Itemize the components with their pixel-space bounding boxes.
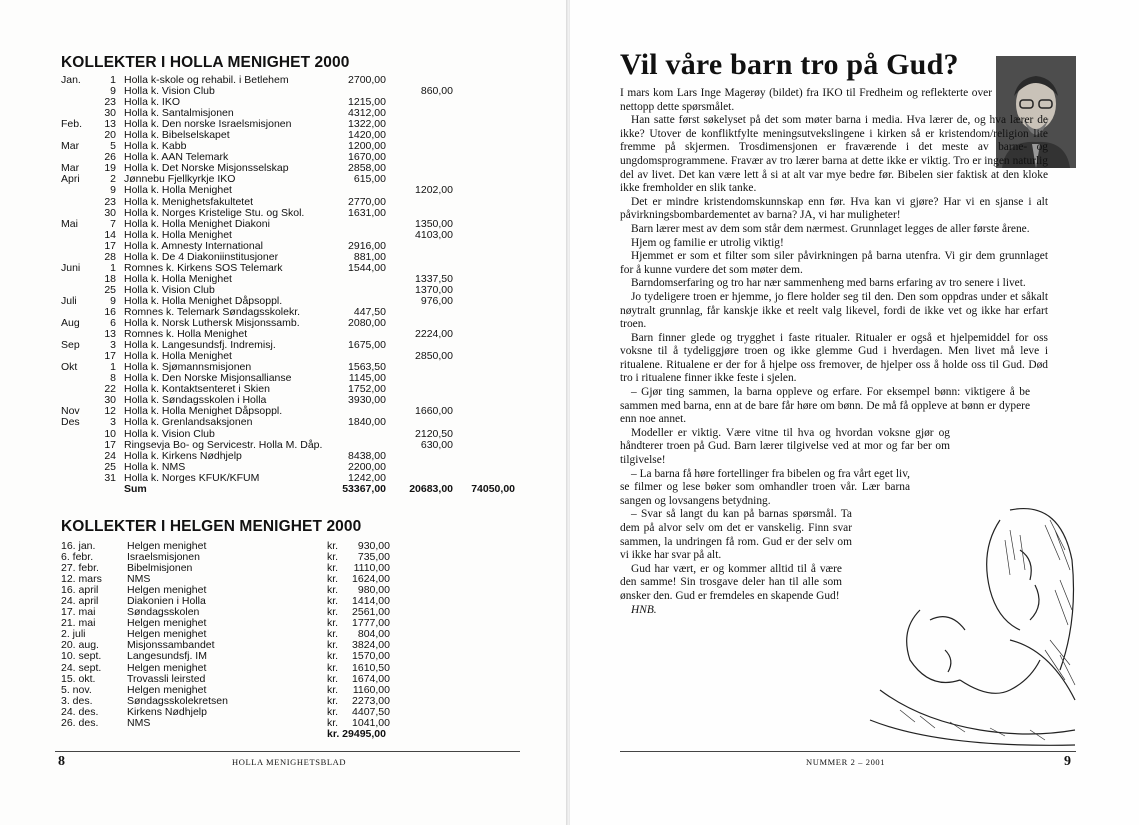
day-cell: 25 xyxy=(104,460,116,473)
congregation-amount-cell: 1660,00 xyxy=(415,405,453,418)
currency-cell: kr. xyxy=(327,595,339,608)
sum-amount-b: 20683,00 xyxy=(409,482,453,495)
table-row xyxy=(61,685,401,696)
currency-cell: kr. xyxy=(327,606,339,619)
month-cell: Jan. xyxy=(61,74,81,86)
amount-cell: 1145,00 xyxy=(348,372,386,385)
description-cell: Romnes k. Holla Menighet xyxy=(124,328,248,341)
table-row xyxy=(61,197,521,208)
day-cell: 5 xyxy=(110,140,116,153)
currency-cell: kr. xyxy=(327,705,339,718)
currency-cell: kr. xyxy=(327,540,339,552)
amount-cell: 1610,50 xyxy=(352,661,390,674)
description-cell: Langesundsfj. IM xyxy=(127,650,207,663)
total-row xyxy=(61,729,401,740)
table-row xyxy=(61,574,401,585)
amount-cell: 4407,50 xyxy=(352,705,390,718)
day-cell: 22 xyxy=(104,383,116,396)
table-row xyxy=(61,451,521,462)
article-paragraph: – Gjør ting sammen, la barna oppleve og erfare. For eksempel bønn: viktigere å be sammen med barna, enn at de bare får høre om bønn. De må få oppleve at bønn er dypere enn noe annet. xyxy=(620,386,1030,426)
date-cell: 2. juli xyxy=(61,628,86,641)
description-cell: Helgen menighet xyxy=(127,683,207,696)
article-paragraph: I mars kom Lars Inge Magerøy (bildet) fra IKO til Fredheim og reflekterte over nettopp dette spørsmålet. xyxy=(620,87,992,113)
day-cell: 1 xyxy=(110,74,116,86)
day-cell: 23 xyxy=(104,96,116,109)
day-cell: 7 xyxy=(110,217,116,230)
description-cell: Diakonien i Holla xyxy=(127,595,206,608)
month-cell: Nov xyxy=(61,405,80,418)
description-cell: Holla k. Kirkens Nødhjelp xyxy=(124,449,242,462)
day-cell: 30 xyxy=(104,107,116,120)
month-cell: Des xyxy=(61,416,80,429)
description-cell: Israelsmisjonen xyxy=(127,551,200,564)
amount-cell: 735,00 xyxy=(357,551,390,564)
day-cell: 1 xyxy=(110,361,116,374)
description-cell: Holla k. Santalmisjonen xyxy=(124,107,234,120)
description-cell: Holla k. Holla Menighet xyxy=(124,272,232,285)
description-cell: NMS xyxy=(127,573,151,586)
description-cell: Helgen menighet xyxy=(127,584,207,597)
date-cell: 27. febr. xyxy=(61,562,99,575)
day-cell: 9 xyxy=(110,85,116,98)
day-cell: 24 xyxy=(104,449,116,462)
description-cell: Holla k. IKO xyxy=(124,96,181,109)
congregation-amount-cell: 2850,00 xyxy=(415,350,453,363)
article-paragraph: Jo tydeligere troen er hjemme, jo flere holder seg til den. Den som oppdras under et såkalt nøytralt grunnlag, får kanskje ikke et reelt valg likevel, fordi de ikke vet og ikke har erfart troen. xyxy=(620,290,1048,331)
currency-cell: kr. xyxy=(327,573,339,586)
footer-rule-left xyxy=(55,751,520,752)
date-cell: 26. des. xyxy=(61,716,99,729)
month-cell: Feb. xyxy=(61,118,83,131)
congregation-amount-cell: 2120,50 xyxy=(415,427,453,440)
description-cell: Helgen menighet xyxy=(127,628,207,641)
table-row xyxy=(61,208,521,219)
footer-publication: HOLLA MENIGHETSBLAD xyxy=(232,757,347,767)
day-cell: 18 xyxy=(104,272,116,285)
month-cell: Aug xyxy=(61,317,80,330)
day-cell: 9 xyxy=(110,294,116,307)
description-cell: Romnes k. Kirkens SOS Telemark xyxy=(124,261,283,274)
article-paragraph: Barn finner glede og trygghet i faste ritualer. Ritualer er også et hjelpemiddel for oss voksne til å tydeliggjøre troen og ikke glemme Gud i hverdagen. Men livet må leve i ritualene. Ritualene er der for å hjelpe oss fremover, de hjelper oss å holde oss til Gud. Død tro i ritualene finner ikke feste i sjelen. xyxy=(620,331,1048,385)
day-cell: 17 xyxy=(104,239,116,252)
description-cell: Holla k. Amnesty International xyxy=(124,239,263,252)
table-row xyxy=(61,629,401,640)
article-paragraph: Hjem og familie er utrolig viktig! xyxy=(631,236,784,249)
footer-rule-right xyxy=(620,751,1076,752)
table-row xyxy=(61,596,401,607)
amount-cell: 881,00 xyxy=(353,250,386,263)
day-cell: 14 xyxy=(104,228,116,241)
date-cell: 16. jan. xyxy=(61,540,96,552)
description-cell: Holla k. Søndagsskolen i Holla xyxy=(124,394,267,407)
day-cell: 9 xyxy=(110,184,116,197)
day-cell: 3 xyxy=(110,339,116,352)
amount-cell: 1414,00 xyxy=(352,595,390,608)
month-cell: Juni xyxy=(61,261,81,274)
month-cell: Apri xyxy=(61,173,80,186)
date-cell: 16. april xyxy=(61,584,99,597)
description-cell: Holla k. Grenlandsaksjonen xyxy=(124,416,253,429)
amount-cell: 1215,00 xyxy=(348,96,386,109)
amount-cell: 1674,00 xyxy=(352,672,390,685)
currency-cell: kr. xyxy=(327,672,339,685)
description-cell: Holla k. Vision Club xyxy=(124,283,215,296)
description-cell: Søndagsskolen xyxy=(127,606,200,619)
day-cell: 17 xyxy=(104,438,116,451)
table-row xyxy=(61,541,401,552)
month-cell: Mai xyxy=(61,217,78,230)
day-cell: 26 xyxy=(104,151,116,164)
currency-cell: kr. xyxy=(327,639,339,652)
description-cell: Holla k. Norges KFUK/KFUM xyxy=(124,471,260,484)
helgen-collections-title: KOLLEKTER I HELGEN MENIGHET 2000 xyxy=(61,518,362,535)
currency-cell: kr. xyxy=(327,716,339,729)
table-row xyxy=(61,651,401,662)
amount-cell: 1041,00 xyxy=(352,716,390,729)
description-cell: Jønnebu Fjellkyrkje IKO xyxy=(124,173,236,186)
description-cell: Holla k. Holla Menighet Diakoni xyxy=(124,217,270,230)
amount-cell: 2200,00 xyxy=(348,460,386,473)
article-paragraph: Det er mindre kristendomskunnskap enn før. Hva kan vi gjøre? Har vi en sjanse i alt påvirkningsbombardementet av barna? JA, vi har muligheter! xyxy=(620,195,1048,222)
description-cell: NMS xyxy=(127,716,151,729)
description-cell: Misjonssambandet xyxy=(127,639,215,652)
description-cell: Holla k. Vision Club xyxy=(124,85,215,98)
day-cell: 31 xyxy=(104,471,116,484)
currency-cell: kr. xyxy=(327,650,339,663)
article-paragraph: Barndomserfaring og tro har nær sammenheng med barns erfaring av tro senere i livet. xyxy=(631,277,1026,290)
amount-cell: 1200,00 xyxy=(348,140,386,153)
table-row xyxy=(61,607,401,618)
description-cell: Holla k. Den norske Israelsmisjonen xyxy=(124,118,292,131)
sum-label: Sum xyxy=(124,482,147,495)
day-cell: 6 xyxy=(110,317,116,330)
description-cell: Holla k. Holla Menighet xyxy=(124,228,232,241)
date-cell: 10. sept. xyxy=(61,650,102,663)
amount-cell: 2700,00 xyxy=(348,74,386,86)
amount-cell: 1631,00 xyxy=(348,206,386,219)
month-cell: Okt xyxy=(61,361,78,374)
amount-cell: 1563,50 xyxy=(348,361,386,374)
article-signature: HNB. xyxy=(631,603,657,616)
description-cell: Holla k. Menighetsfakultetet xyxy=(124,195,253,208)
day-cell: 2 xyxy=(110,173,116,186)
table-row xyxy=(61,440,521,451)
description-cell: Holla k. Holla Menighet Dåpsoppl. xyxy=(124,294,283,307)
congregation-amount-cell: 630,00 xyxy=(420,438,453,451)
month-cell: Mar xyxy=(61,140,80,153)
article-paragraph: Han satte først søkelyset på det som møter barna i media. Hva lærer de, og hva lærer de ikke? Utover de konfliktfylte meningsutvekslingene i kirken så er kristendom/religion lite fremme på skjermen. Trosdimensjonen er fraværende i det meste av barne- og ungdomsprogrammene. Fravær av tro lærer barna at dette ikke er viktig. Tro er ingen naturlig del av livet. Det kan være lett å si at alt var mye bedre før. Bibelen sier faktisk at den kloke ikke fremholder en slik tanke. xyxy=(620,114,1048,195)
day-cell: 19 xyxy=(104,162,116,175)
date-cell: 24. des. xyxy=(61,705,99,718)
amount-cell: 1322,00 xyxy=(348,118,386,131)
table-row xyxy=(61,663,401,674)
day-cell: 25 xyxy=(104,283,116,296)
description-cell: Holla k. Holla Menighet xyxy=(124,184,232,197)
currency-cell: kr. xyxy=(327,584,339,597)
amount-cell: 1675,00 xyxy=(348,339,386,352)
amount-cell: 1840,00 xyxy=(348,416,386,429)
description-cell: Holla k. Norsk Luthersk Misjonssamb. xyxy=(124,317,300,330)
article-paragraph: – La barna få høre fortellinger fra bibelen og fra vårt eget liv, se filmer og lese bøker som omhandler troen vår. Lær barna sangen og lovsangens betydning. xyxy=(620,467,910,507)
date-cell: 21. mai xyxy=(61,617,96,630)
table-row xyxy=(61,552,401,563)
page-number-right: 9 xyxy=(1064,754,1071,769)
day-cell: 17 xyxy=(104,350,116,363)
currency-cell: kr. xyxy=(327,628,339,641)
table-row xyxy=(61,707,401,718)
table-row xyxy=(61,429,521,440)
description-cell: Holla k. Kabb xyxy=(124,140,187,153)
day-cell: 13 xyxy=(104,118,116,131)
description-cell: Bibelmisjonen xyxy=(127,562,193,575)
description-cell: Holla k. Norges Kristelige Stu. og Skol. xyxy=(124,206,305,219)
day-cell: 28 xyxy=(104,250,116,263)
description-cell: Holla k. Kontaktsenteret i Skien xyxy=(124,383,270,396)
description-cell: Holla k. Bibelselskapet xyxy=(124,129,230,142)
helgen-collections-table xyxy=(61,541,401,740)
sum-amount-total: 74050,00 xyxy=(471,482,515,495)
amount-cell: 2916,00 xyxy=(348,239,386,252)
date-cell: 3. des. xyxy=(61,694,93,707)
amount-cell: 3930,00 xyxy=(348,394,386,407)
month-cell: Juli xyxy=(61,294,77,307)
description-cell: Holla k. Sjømannsmisjonen xyxy=(124,361,252,374)
congregation-amount-cell: 2224,00 xyxy=(415,328,453,341)
currency-cell: kr. xyxy=(327,551,339,564)
description-cell: Helgen menighet xyxy=(127,540,207,552)
congregation-amount-cell: 1202,00 xyxy=(415,184,453,197)
amount-cell: 2770,00 xyxy=(348,195,386,208)
parent-child-illustration xyxy=(860,490,1080,752)
amount-cell: 3824,00 xyxy=(352,639,390,652)
description-cell: Søndagsskolekretsen xyxy=(127,694,228,707)
article-title: Vil våre barn tro på Gud? xyxy=(620,48,959,81)
day-cell: 3 xyxy=(110,416,116,429)
table-row xyxy=(61,219,521,230)
holla-collections-table xyxy=(61,75,521,495)
amount-cell: 4312,00 xyxy=(348,107,386,120)
day-cell: 1 xyxy=(110,261,116,274)
day-cell: 12 xyxy=(104,405,116,418)
description-cell: Trovassli leirsted xyxy=(127,672,206,685)
date-cell: 20. aug. xyxy=(61,639,99,652)
day-cell: 20 xyxy=(104,129,116,142)
holla-collections-title: KOLLEKTER I HOLLA MENIGHET 2000 xyxy=(61,54,350,71)
table-row xyxy=(61,696,401,707)
date-cell: 17. mai xyxy=(61,606,96,619)
description-cell: Holla k. Det Norske Misjonsselskap xyxy=(124,162,289,175)
month-cell: Mar xyxy=(61,162,80,175)
congregation-amount-cell: 1337,50 xyxy=(415,272,453,285)
amount-cell: 2273,00 xyxy=(352,694,390,707)
date-cell: 15. okt. xyxy=(61,672,96,685)
amount-cell: 2858,00 xyxy=(348,162,386,175)
description-cell: Holla k. De 4 Diakoniinstitusjoner xyxy=(124,250,279,263)
day-cell: 8 xyxy=(110,372,116,385)
amount-cell: 1420,00 xyxy=(348,129,386,142)
day-cell: 30 xyxy=(104,206,116,219)
currency-cell: kr. xyxy=(327,694,339,707)
amount-cell: 2080,00 xyxy=(348,317,386,330)
description-cell: Holla k. AAN Telemark xyxy=(124,151,229,164)
description-cell: Holla k. Holla Menighet xyxy=(124,350,232,363)
amount-cell: 1570,00 xyxy=(352,650,390,663)
day-cell: 16 xyxy=(104,305,116,318)
amount-cell: 1110,00 xyxy=(353,562,390,575)
description-cell: Ringsevja Bo- og Servicestr. Holla M. Dåp. xyxy=(124,438,323,451)
amount-cell: 1160,00 xyxy=(352,683,390,696)
table-row xyxy=(61,674,401,685)
congregation-amount-cell: 860,00 xyxy=(420,85,453,98)
date-cell: 24. april xyxy=(61,595,99,608)
article-paragraph: Modeller er viktig. Være vitne til hva og hvordan voksne gjør og håndterer troen på Gud. Barn lærer tilgivelse ved at mor og far ber om tilgivelse! xyxy=(620,426,950,467)
amount-cell: 447,50 xyxy=(353,305,386,318)
table-row xyxy=(61,563,401,574)
currency-cell: kr. xyxy=(327,683,339,696)
congregation-amount-cell: 4103,00 xyxy=(415,228,453,241)
day-cell: 13 xyxy=(104,328,116,341)
page-number-left: 8 xyxy=(58,754,65,769)
article-paragraph: Barn lærer mest av dem som står dem nærmest. Grunnlaget legges de aller første årene. xyxy=(631,222,1030,235)
description-cell: Holla k. Den Norske Misjonsallianse xyxy=(124,372,292,385)
day-cell: 10 xyxy=(104,427,116,440)
description-cell: Holla k. Vision Club xyxy=(124,427,215,440)
description-cell: Helgen menighet xyxy=(127,617,207,630)
table-row xyxy=(61,618,401,629)
table-row xyxy=(61,585,401,596)
month-cell: Sep xyxy=(61,339,80,352)
article-paragraph: – Svar så langt du kan på barnas spørsmål. Ta dem på alvor selv om det er vanskelig. Finn svar sammen, la undringen få rom. Gud er der selv om vi ikke har svar på alt. xyxy=(620,508,852,562)
amount-cell: 2561,00 xyxy=(352,606,390,619)
footer-issue: NUMMER 2 – 2001 xyxy=(806,757,886,767)
description-cell: Helgen menighet xyxy=(127,661,207,674)
date-cell: 12. mars xyxy=(61,573,102,586)
day-cell: 23 xyxy=(104,195,116,208)
date-cell: 24. sept. xyxy=(61,661,102,674)
sum-amount-a: 53367,00 xyxy=(342,482,386,495)
helgen-total: kr. 29495,00 xyxy=(327,727,386,740)
day-cell: 30 xyxy=(104,394,116,407)
congregation-amount-cell: 976,00 xyxy=(420,294,453,307)
amount-cell: 1752,00 xyxy=(348,383,386,396)
sum-row xyxy=(61,484,521,495)
amount-cell: 615,00 xyxy=(353,173,386,186)
congregation-amount-cell: 1350,00 xyxy=(415,217,453,230)
amount-cell: 1624,00 xyxy=(352,573,390,586)
amount-cell: 980,00 xyxy=(357,584,390,597)
amount-cell: 930,00 xyxy=(357,540,390,552)
description-cell: Holla k. NMS xyxy=(124,460,186,473)
amount-cell: 1544,00 xyxy=(348,261,386,274)
article-paragraph: Gud har vært, er og kommer alltid til å være den samme! Sin trosgave deler han til alle som ønsker den. Gud er fremdeles en skapende Gud! xyxy=(620,562,842,602)
description-cell: Holla k. Holla Menighet Dåpsoppl. xyxy=(124,405,283,418)
currency-cell: kr. xyxy=(327,617,339,630)
date-cell: 6. febr. xyxy=(61,551,94,564)
amount-cell: 8438,00 xyxy=(348,449,386,462)
table-row xyxy=(61,640,401,651)
congregation-amount-cell: 1370,00 xyxy=(415,283,453,296)
article-paragraph: Hjemmet er som et filter som siler påvirkningen på barna utenfra. Vi gir dem grunnlaget for å kunne vurdere det som møter dem. xyxy=(620,250,1048,276)
description-cell: Kirkens Nødhjelp xyxy=(127,705,207,718)
table-row xyxy=(61,185,521,196)
date-cell: 5. nov. xyxy=(61,683,92,696)
amount-cell: 1242,00 xyxy=(348,471,386,484)
currency-cell: kr. xyxy=(327,661,339,674)
description-cell: Holla k. Langesundsfj. Indremisj. xyxy=(124,339,276,352)
table-row xyxy=(61,417,521,428)
amount-cell: 804,00 xyxy=(357,628,390,641)
description-cell: Holla k-skole og rehabil. i Betlehem xyxy=(124,74,289,86)
amount-cell: 1670,00 xyxy=(348,151,386,164)
description-cell: Romnes k. Telemark Søndagsskolekr. xyxy=(124,305,301,318)
currency-cell: kr. xyxy=(327,562,339,575)
amount-cell: 1777,00 xyxy=(352,617,390,630)
